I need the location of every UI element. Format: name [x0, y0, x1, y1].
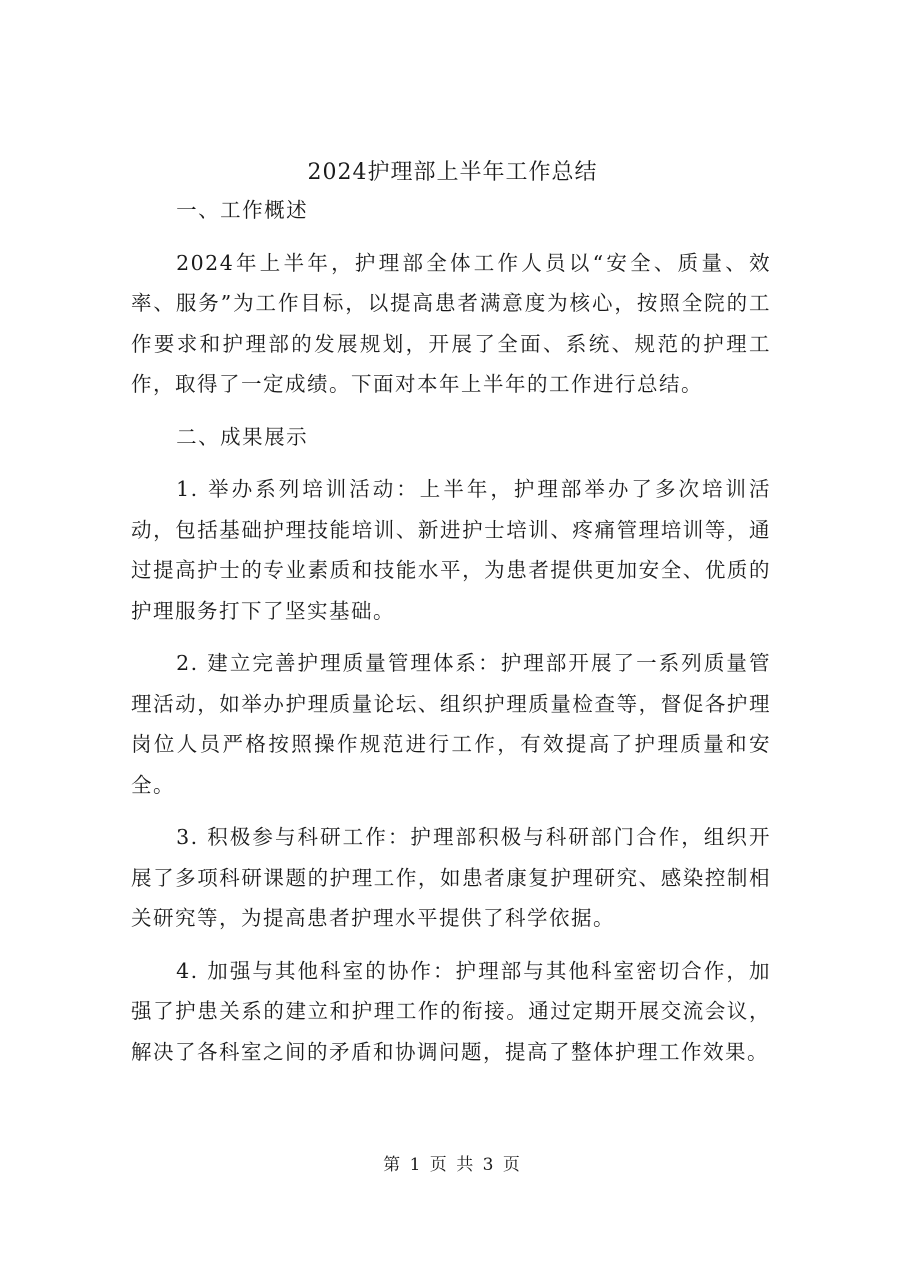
paragraph-item-1: 1. 举办系列培训活动：上半年，护理部举办了多次培训活动，包括基础护理技能培训、新进护士培训、疼痛管理培训等，通过提高护士的专业素质和技能水平，为患者提供更加安全、优质的护理服务打下了坚实基础。 [131, 477, 771, 623]
page-footer: 第 1 页 共 3 页 [383, 1155, 522, 1175]
paragraph-item-2: 2. 建立完善护理质量管理体系：护理部开展了一系列质量管理活动，如举办护理质量论坛、组织护理质量检查等，督促各护理岗位人员严格按照操作规范进行工作，有效提高了护理质量和安全。 [131, 651, 771, 797]
paragraph-item-4: 4. 加强与其他科室的协作：护理部与其他科室密切合作，加强了护患关系的建立和护理工作的衔接。通过定期开展交流会议，解决了各科室之间的矛盾和协调问题，提高了整体护理工作效果。 [131, 958, 771, 1064]
paragraph-overview: 2024年上半年，护理部全体工作人员以“安全、质量、效率、服务”为工作目标，以提高患者满意度为核心，按照全院的工作要求和护理部的发展规划，开展了全面、系统、规范的护理工作，取得了一定成绩。下面对本年上半年的工作进行总结。 [131, 250, 771, 396]
document-body [131, 190, 771, 1084]
paragraph-item-3: 3. 积极参与科研工作：护理部积极与科研部门合作，组织开展了多项科研课题的护理工作，如患者康复护理研究、感染控制相关研究等，为提高患者护理水平提供了科学依据。 [131, 825, 771, 930]
section-heading-overview: 一、工作概述 [176, 198, 309, 222]
section-heading-achievements: 二、成果展示 [176, 424, 309, 449]
document-title: 2024护理部上半年工作总结 [307, 160, 598, 185]
